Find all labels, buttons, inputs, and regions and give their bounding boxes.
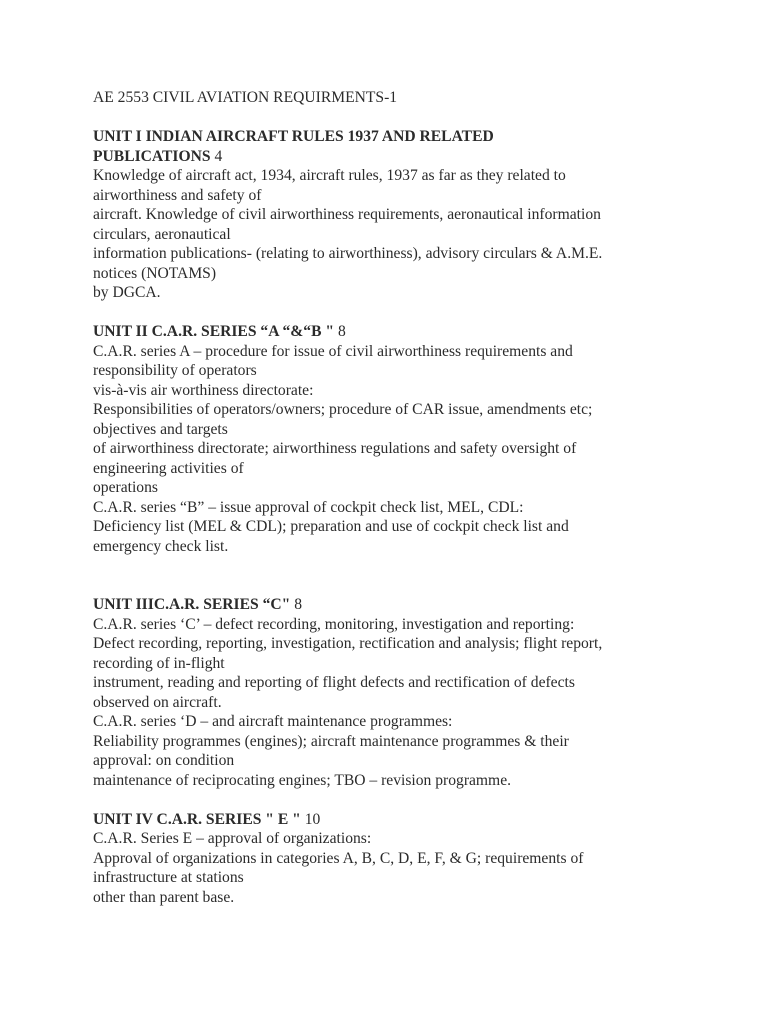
unit-3-text-line: Reliability programmes (engines); aircraft maintenance programmes & their <box>93 732 569 750</box>
unit-2-text-line: objectives and targets <box>93 420 228 438</box>
unit-4-heading-text: UNIT IV C.A.R. SERIES " E " <box>93 810 301 828</box>
unit-3-text-line: Defect recording, reporting, investigation, rectification and analysis; flight report, <box>93 635 603 652</box>
unit-2-heading-text: UNIT II C.A.R. SERIES “A “&“B " <box>93 323 335 340</box>
document-page <box>93 88 753 907</box>
unit-2-hours: 8 <box>337 323 346 340</box>
unit-4-text-line: C.A.R. Series E – approval of organizations: <box>93 830 372 847</box>
unit-2-section <box>93 322 753 556</box>
unit-1-text-line: aircraft. Knowledge of civil airworthiness requirements, aeronautical information <box>93 206 601 223</box>
unit-3-text-line: approval: on condition <box>93 752 235 769</box>
spacer <box>93 108 753 128</box>
unit-3-text-line: instrument, reading and reporting of flight defects and rectification of defects <box>93 674 575 691</box>
unit-4-text-line: Approval of organizations in categories A, B, C, D, E, F, & G; requirements of <box>93 849 584 867</box>
unit-4-section <box>93 810 753 908</box>
unit-3-hours: 8 <box>294 596 302 613</box>
unit-4-text-line: other than parent base. <box>93 888 235 906</box>
unit-3-heading-text: UNIT IIIC.A.R. SERIES “C" <box>93 596 291 613</box>
unit-2-text-line: C.A.R. series A – procedure for issue of civil airworthiness requirements and <box>93 342 573 360</box>
unit-3-text-line: recording of in-flight <box>93 654 225 672</box>
unit-1-heading-line-1: UNIT I INDIAN AIRCRAFT RULES 1937 AND RELATED <box>93 128 494 145</box>
spacer <box>93 790 753 810</box>
unit-1-heading-text: PUBLICATIONS <box>93 147 211 165</box>
document-title: AE 2553 CIVIL AVIATION REQUIRMENTS-1 <box>93 89 398 106</box>
unit-4-text-line: infrastructure at stations <box>93 869 244 886</box>
unit-1-text-line: Knowledge of aircraft act, 1934, aircraft rules, 1937 as far as they related to <box>93 167 566 184</box>
unit-1-text-line: notices (NOTAMS) <box>93 264 217 282</box>
unit-2-text-line: Deficiency list (MEL & CDL); preparation and use of cockpit check list and <box>93 518 569 535</box>
unit-2-text-line: of airworthiness directorate; airworthiness regulations and safety oversight of <box>93 440 577 457</box>
unit-3-text-line: observed on aircraft. <box>93 693 222 711</box>
unit-1-hours: 4 <box>214 147 223 165</box>
unit-4-heading <box>93 810 753 830</box>
unit-3-text-line: C.A.R. series ‘C’ – defect recording, monitoring, investigation and reporting: <box>93 615 575 633</box>
unit-2-text-line: Responsibilities of operators/owners; procedure of CAR issue, amendments etc; <box>93 401 593 418</box>
unit-1-heading-line-2 <box>93 147 753 167</box>
unit-1-text-line: airworthiness and safety of <box>93 186 262 204</box>
unit-1-text-line: information publications- (relating to airworthiness), advisory circulars & A.M.E. <box>93 245 603 262</box>
unit-1-text-line: circulars, aeronautical <box>93 225 231 243</box>
unit-1-section <box>93 127 753 303</box>
unit-2-text-line: engineering activities of <box>93 459 244 477</box>
unit-2-heading <box>93 322 753 342</box>
unit-4-hours: 10 <box>304 810 321 828</box>
unit-1-text-line: by DGCA. <box>93 284 161 301</box>
unit-2-text-line: responsibility of operators <box>93 362 257 379</box>
spacer <box>93 303 753 323</box>
spacer <box>93 556 753 595</box>
unit-3-heading <box>93 595 753 615</box>
unit-2-text-line: C.A.R. series “B” – issue approval of cockpit check list, MEL, CDL: <box>93 498 524 516</box>
unit-2-text-line: emergency check list. <box>93 537 229 555</box>
unit-2-text-line: vis-à-vis air worthiness directorate: <box>93 381 314 399</box>
unit-3-text-line: maintenance of reciprocating engines; TBO – revision programme. <box>93 771 512 789</box>
unit-3-text-line: C.A.R. series ‘D – and aircraft maintenance programmes: <box>93 713 453 730</box>
unit-3-section <box>93 595 753 790</box>
unit-2-text-line: operations <box>93 479 158 496</box>
